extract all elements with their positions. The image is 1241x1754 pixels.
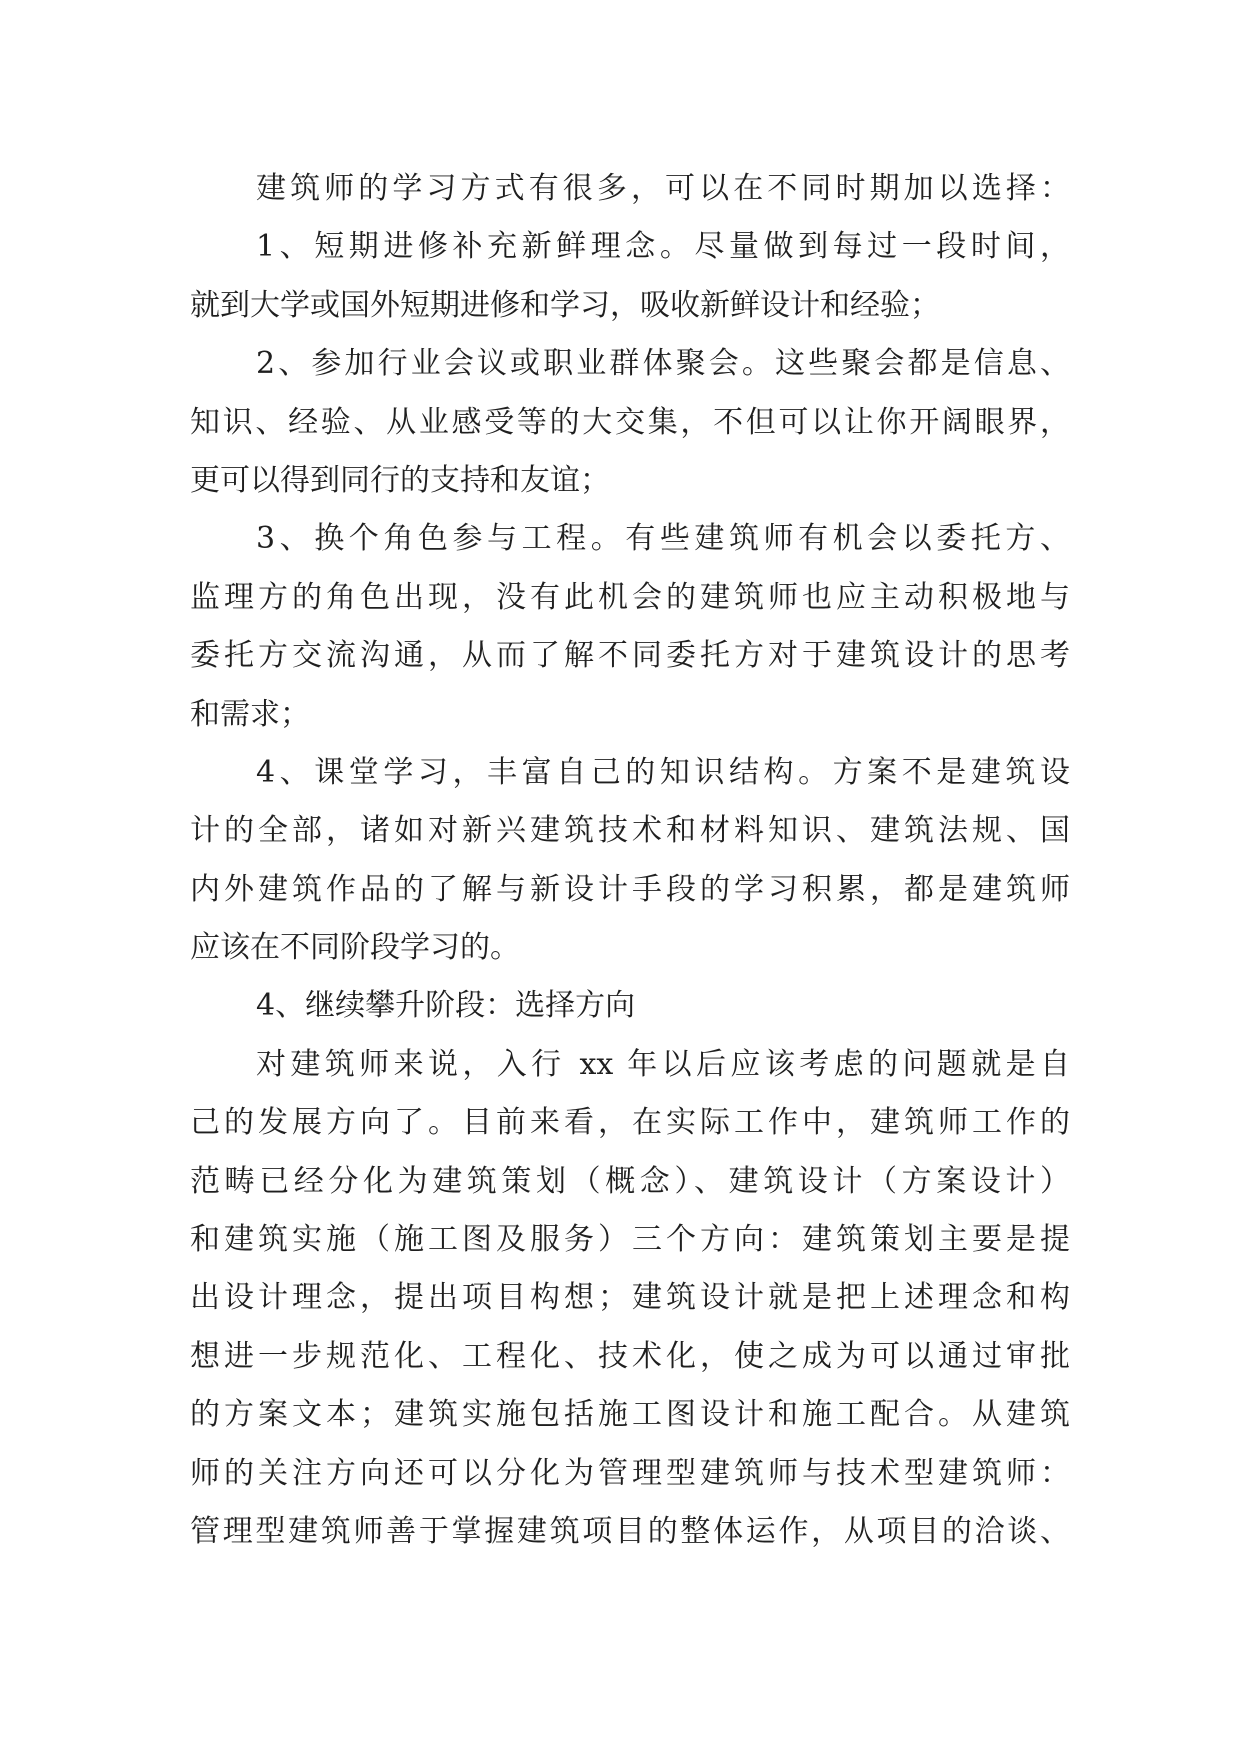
paragraph-line: 管理型建筑师善于掌握建筑项目的整体运作，从项目的洽谈、 (190, 1513, 1070, 1549)
paragraph-line: 更可以得到同行的支持和友谊； (190, 462, 610, 498)
paragraph-line: 应该在不同阶段学习的。 (190, 930, 520, 966)
paragraph-line: 出设计理念，提出项目构想；建筑设计就是把上述理念和构 (190, 1280, 1070, 1316)
paragraph-line: 建筑师的学习方式有很多，可以在不同时期加以选择： (256, 171, 1070, 206)
paragraph-line: 己的发展方向了。目前来看，在实际工作中，建筑师工作的 (190, 1105, 1070, 1141)
paragraph-line: 的方案文本；建筑实施包括施工图设计和施工配合。从建筑 (190, 1397, 1070, 1433)
paragraph-line: 委托方交流沟通，从而了解不同委托方对于建筑设计的思考 (190, 638, 1070, 674)
paragraph-line: 和需求； (190, 696, 310, 732)
paragraph-line: 就到大学或国外短期进修和学习，吸收新鲜设计和经验； (190, 287, 940, 323)
body-text (190, 160, 1070, 1561)
paragraph-line: 师的关注方向还可以分化为管理型建筑师与技术型建筑师： (190, 1455, 1070, 1491)
paragraph-line: 4、课堂学习，丰富自己的知识结构。方案不是建筑设 (256, 754, 1070, 790)
paragraph-line: 3、换个角色参与工程。有些建筑师有机会以委托方、 (256, 521, 1070, 557)
paragraph-line: 对建筑师来说，入行 xx 年以后应该考虑的问题就是自 (256, 1046, 1070, 1082)
paragraph-line: 监理方的角色出现，没有此机会的建筑师也应主动积极地与 (190, 579, 1070, 615)
paragraph-line: 内外建筑作品的了解与新设计手段的学习积累，都是建筑师 (190, 871, 1070, 907)
paragraph-line: 范畴已经分化为建筑策划（概念）、建筑设计（方案设计） (190, 1163, 1070, 1199)
paragraph-line: 知识、经验、从业感受等的大交集，不但可以让你开阔眼界， (190, 404, 1070, 440)
section-heading: 4、继续攀升阶段：选择方向 (256, 988, 636, 1024)
paragraph-line: 2、参加行业会议或职业群体聚会。这些聚会都是信息、 (256, 346, 1070, 382)
paragraph-line: 想进一步规范化、工程化、技术化，使之成为可以通过审批 (190, 1338, 1070, 1374)
paragraph-line: 1、短期进修补充新鲜理念。尽量做到每过一段时间， (256, 229, 1070, 265)
paragraph-line: 计的全部，诸如对新兴建筑技术和材料知识、建筑法规、国 (190, 813, 1070, 849)
paragraph-line: 和建筑实施（施工图及服务）三个方向：建筑策划主要是提 (190, 1222, 1070, 1258)
